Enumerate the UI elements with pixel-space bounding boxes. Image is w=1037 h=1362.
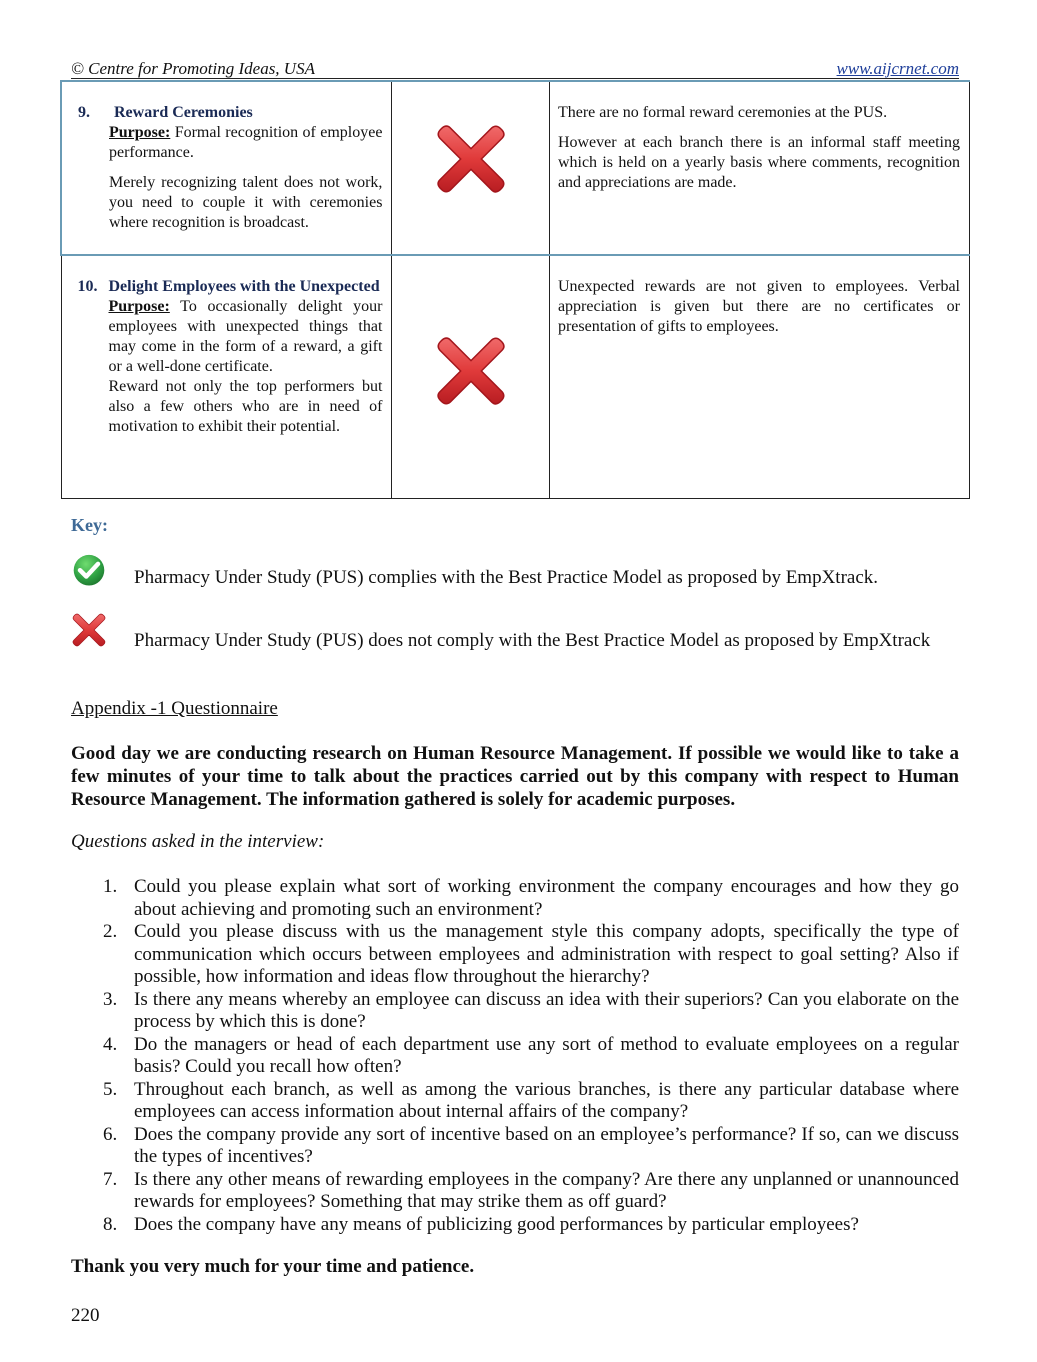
question-text: Could you please explain what sort of working environment the company encourages and how they go about achieving and promoting such an environment? (134, 876, 959, 920)
list-item (71, 989, 959, 1034)
list-item (71, 1079, 959, 1124)
item-number: 10. (77, 278, 98, 295)
question-number: 7. (103, 1168, 118, 1190)
item-number: 9. (78, 104, 90, 121)
status-text: There are no formal reward ceremonies at the PUS. (557, 104, 888, 121)
list-item (71, 876, 959, 921)
status-text: However at each branch there is an informal staff meeting which is held on a yearly basis where comments, recognition and appreciations are made. (557, 134, 960, 191)
status-cell (549, 255, 969, 499)
purpose-label: Purpose: (108, 298, 170, 315)
question-number: 2. (103, 921, 118, 942)
question-number: 8. (103, 1213, 118, 1235)
question-text: Is there any means whereby an employee can discuss an idea with their superiors? Can you elaborate on the process by which this is done? (134, 988, 959, 1032)
practice-cell (61, 81, 392, 255)
question-number: 5. (103, 1078, 118, 1100)
legend-text: Pharmacy Under Study (PUS) complies with the Best Practice Model as proposed by EmpXtrack. (134, 567, 879, 588)
questions-list (71, 876, 959, 1236)
status-text: Unexpected rewards are not given to employees. Verbal appreciation is given but there are no certificates or presentation of gifts to employees. (557, 278, 960, 335)
questionnaire-intro: Good day we are conducting research on Human Resource Management. If possible we would like to take a few minutes of your time to talk about the practices carried out by this company with respect to Human Resource Management. The information gathered is solely for academic purposes. (71, 743, 959, 810)
question-number: 1. (103, 876, 118, 897)
question-text: Does the company provide any sort of incentive based on an employee’s performance? If so, can we discuss the types of incentives? (134, 1123, 959, 1167)
question-text: Could you please discuss with us the management style this company adopts, specifically the type of communication which occurs between employees and administration with respect to goal setting? Also if possible, how information and ideas flow throughout the hierarchy? (134, 921, 959, 987)
appendix-heading: Appendix -1 Questionnaire (71, 698, 278, 719)
question-text: Does the company have any means of publicizing good performances by particular employees? (134, 1213, 859, 1235)
red-x-icon (71, 610, 107, 650)
key-title: Key: (71, 515, 108, 535)
question-number: 4. (103, 1033, 118, 1055)
compliance-cell (392, 81, 550, 255)
publisher-name: © Centre for Promoting Ideas, USA (71, 59, 315, 78)
legend-text: Pharmacy Under Study (PUS) does not comply with the Best Practice Model as proposed by EmpXtrack (134, 630, 931, 651)
purpose-text: To occasionally delight your employees with unexpected things that may come in the form of a reward, a gift or a well-done certificate. (108, 298, 383, 375)
question-text: Throughout each branch, as well as among the various branches, is there any particular database where employees can access information about internal affairs of the company? (134, 1078, 959, 1122)
practice-note: Merely recognizing talent does not work, you need to couple it with ceremonies where recognition is broadcast. (109, 174, 383, 231)
question-text: Is there any other means of rewarding employees in the company? Are there any unplanned or unannounced rewards for employees? Something that may strike them as off guard? (134, 1168, 959, 1212)
page-number: 220 (71, 1305, 100, 1326)
list-item (71, 1169, 959, 1214)
purpose-label: Purpose: (109, 124, 171, 141)
green-check-icon (71, 552, 107, 592)
purpose-text: Formal recognition of employee performance. (109, 124, 383, 161)
table-row (61, 255, 970, 499)
red-x-icon (434, 334, 508, 408)
best-practice-table (60, 80, 970, 499)
table-row (61, 81, 970, 255)
list-item (71, 921, 959, 989)
practice-note: Reward not only the top performers but also a few others who are in need of motivation to exhibit their potential. (108, 378, 383, 435)
website-link[interactable]: www.aijcrnet.com (836, 59, 959, 78)
running-header (71, 58, 959, 79)
closing-thanks: Thank you very much for your time and patience. (71, 1256, 475, 1277)
practice-title: Delight Employees with the Unexpected (108, 278, 380, 295)
question-number: 3. (103, 988, 118, 1010)
red-x-icon (434, 122, 508, 196)
list-item (71, 1124, 959, 1169)
compliance-cell (392, 255, 550, 499)
questions-label: Questions asked in the interview: (71, 831, 325, 852)
practice-cell (61, 255, 392, 499)
practice-title: Reward Ceremonies (114, 104, 253, 121)
question-text: Do the managers or head of each department use any sort of method to evaluate employees on a regular basis? Could you recall how often? (134, 1033, 959, 1077)
question-number: 6. (103, 1123, 118, 1145)
status-cell (549, 81, 969, 255)
list-item (71, 1214, 959, 1237)
list-item (71, 1034, 959, 1079)
